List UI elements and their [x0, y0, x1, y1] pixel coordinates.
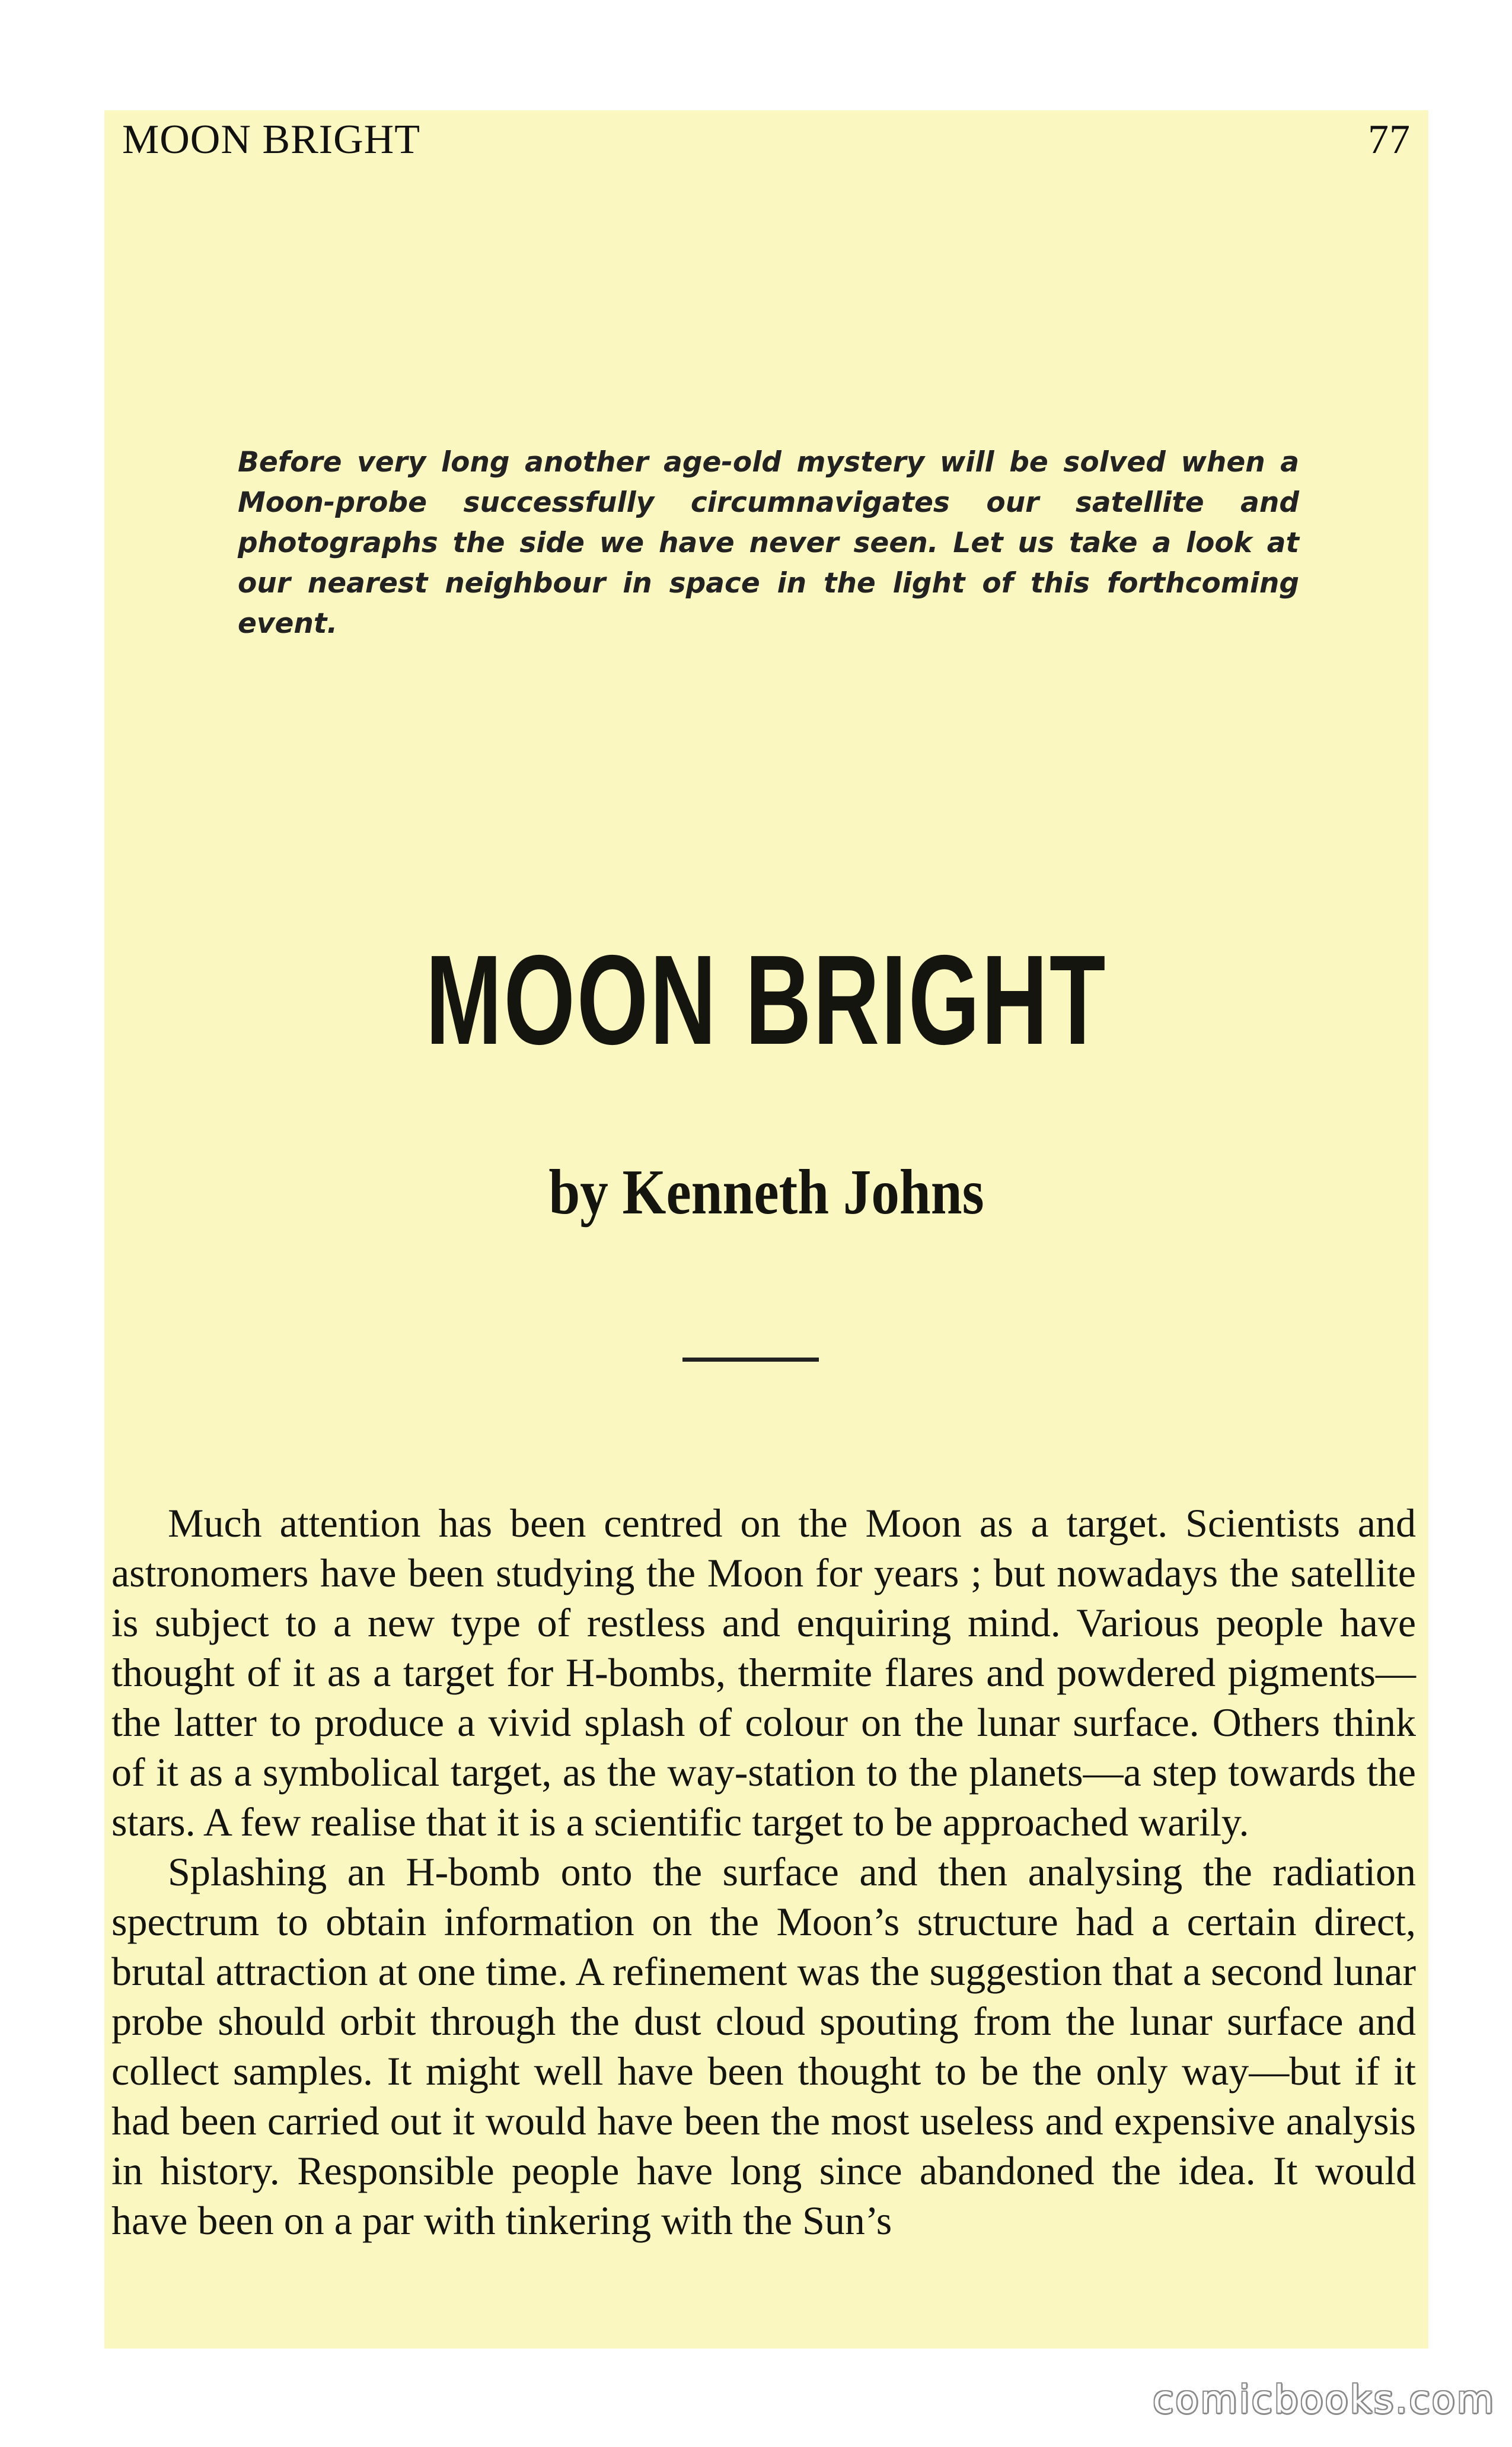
- watermark-logo: comicbooks.com: [1152, 2378, 1495, 2422]
- intro-blurb: Before very long another age-old mystery will be solved when a Moon-probe successfully circumnavigates our satellite and photographs the side we have never seen. Let us take a look at our nearest neighbour in space in the light of this forthcoming event.: [238, 446, 1299, 640]
- section-divider: [682, 1358, 819, 1362]
- page: [104, 110, 1428, 2349]
- running-head-title: MOON BRIGHT: [122, 117, 420, 163]
- article-body: [111, 1498, 1416, 2245]
- page-number: 77: [1368, 117, 1411, 163]
- running-head: [122, 116, 1411, 176]
- article-byline: by Kenneth Johns: [548, 1157, 984, 1228]
- paragraph: Splashing an H-bomb onto the surface and then analysing the radiation spectrum to obtain information on the Moon’s structure had a certain direct, brutal attraction at one time. A refinement was the suggestion that a second lunar probe should orbit through the dust cloud spouting from the lunar surface and collect samples. It might well have been thought to be the only way—but if it had been carried out it would have been the most useless and expensive analysis in history. Responsible people have long since abandoned the idea. It would have been on a par with tinkering with the Sun’s: [111, 1849, 1416, 2243]
- paragraph: Much attention has been centred on the Moon as a target. Scientists and astronomers have been studying the Moon for years ; but nowadays the satellite is subject to a new type of restless and enquiring mind. Various people have thought of it as a target for H-bombs, thermite flares and powdered pigments—the latter to produce a vivid splash of colour on the lunar surface. Others think of it as a symbolical target, as the way-station to the planets—a step towards the stars. A few realise that it is a scientific target to be approached warily.: [111, 1500, 1416, 1844]
- article-title: MOON BRIGHT: [425, 928, 1108, 1071]
